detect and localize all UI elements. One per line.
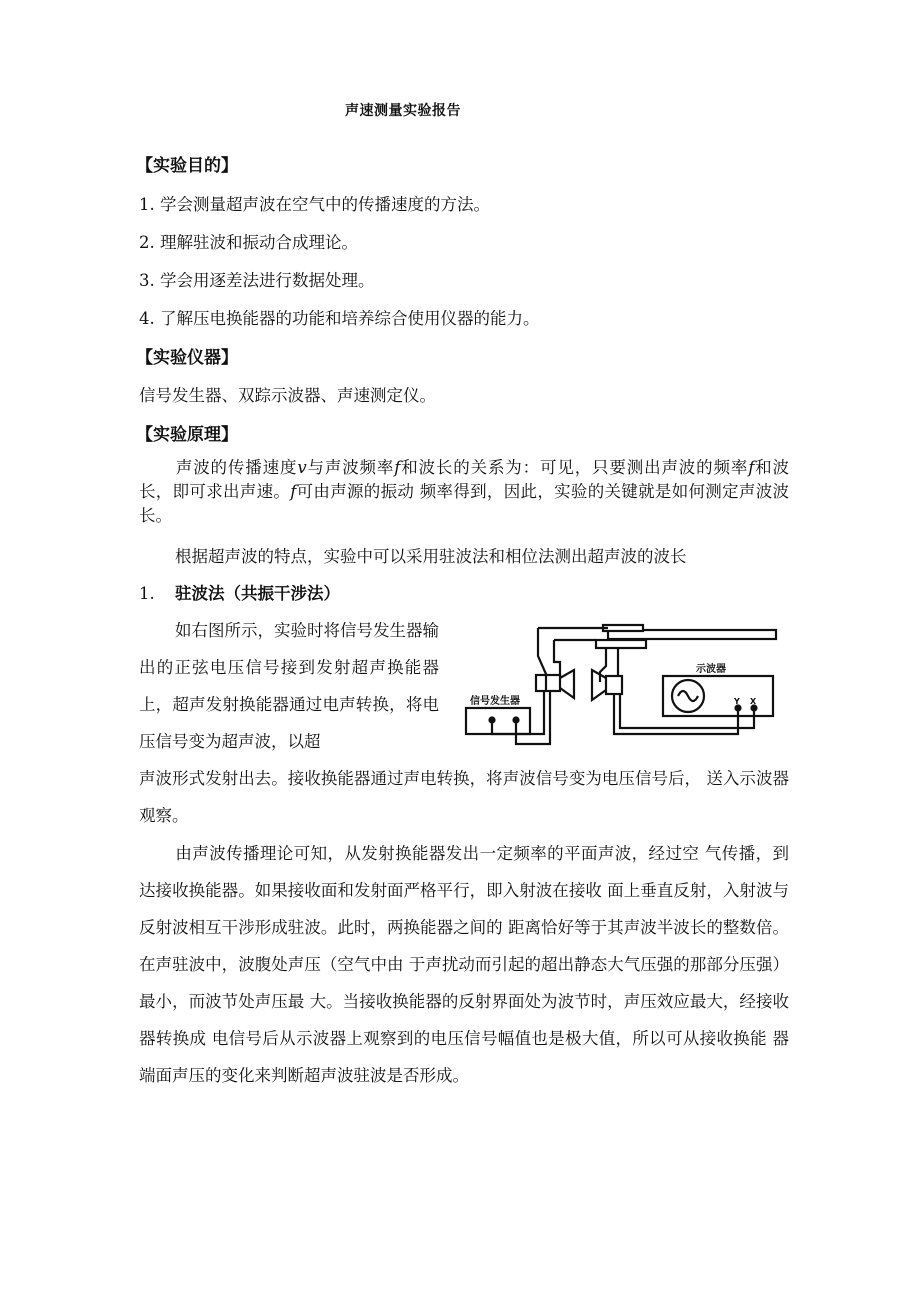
method-side-text: 如右图所示，实验时将信号发生器输出的正弦电压信号接到发射超声换能器上，超声发射换能器通过电声转换，将电压信号变为超声波，以超: [139, 621, 439, 751]
terminal-x-label: X: [750, 697, 757, 706]
apparatus-diagram-svg: [458, 616, 788, 748]
terminal-y-label: Y: [734, 697, 740, 706]
purpose-item-3: 3. 学会用逐差法进行数据处理。: [139, 271, 375, 290]
math-f: f: [290, 482, 297, 501]
math-f: f: [394, 458, 401, 477]
method-title: 驻波法（共振干涉法）: [175, 584, 340, 603]
math-f: f: [748, 458, 755, 477]
purpose-item-4: 4. 了解压电换能器的功能和培养综合使用仪器的能力。: [139, 309, 540, 328]
standing-wave-apparatus-diagram: [458, 616, 788, 748]
purpose-item-2: 2. 理解驻波和振动合成理论。: [139, 233, 358, 252]
instruments-text: 信号发生器、双踪示波器、声速测定仪。: [139, 386, 436, 405]
purpose-item-1: 1. 学会测量超声波在空气中的传播速度的方法。: [139, 195, 490, 214]
principle-paragraph-3: 由声波传播理论可知，从发射换能器发出一定频率的平面声波，经过空 气传播，到达接收换能器。如果接收面和发射面严格平行，即入射波在接收 面上垂直反射，入射波与反射波相互干涉形成驻波。此时，两换能器之间的 距离恰好等于其声波半波长的整数倍。在声驻波中，波腹处声压（空气中由 于声扰动而引起的超出静态大气压强的那部分压强）最小，而波节处声压最 大。当接收换能器的反射界面处为波节时，声压效应最大，经接收器转换成 电信号后从示波器上观察到的电压信号幅值也是极大值，所以可从接收换能 器端面声压的变化来判断超声波驻波是否形成。: [139, 844, 789, 1085]
principle-paragraph-1: 声波的传播速度v与声波频率f和波长的关系为：可见，只要测出声波的频率f和波长，即可求出声速。f可由声源的振动 频率得到，因此，实验的关键就是如何测定声波波长。: [139, 458, 790, 525]
math-v: v: [297, 458, 307, 477]
section-heading-instruments: 【实验仪器】: [136, 348, 238, 368]
signal-generator-label: 信号发生器: [470, 696, 520, 707]
section-heading-purpose: 【实验目的】: [136, 156, 238, 176]
section-heading-principle: 【实验原理】: [136, 425, 238, 445]
method-heading: [139, 580, 340, 604]
page-title: 声速测量实验报告: [345, 103, 461, 119]
principle-paragraph-2: 根据超声波的特点，实验中可以采用驻波法和相位法测出超声波的波长: [175, 547, 687, 566]
method-number: 1.: [139, 584, 155, 603]
method-continued-text: 声波形式发射出去。接收换能器通过声电转换，将声波信号变为电压信号后， 送入示波器观察。: [139, 769, 789, 825]
oscilloscope-label: 示波器: [696, 664, 726, 675]
